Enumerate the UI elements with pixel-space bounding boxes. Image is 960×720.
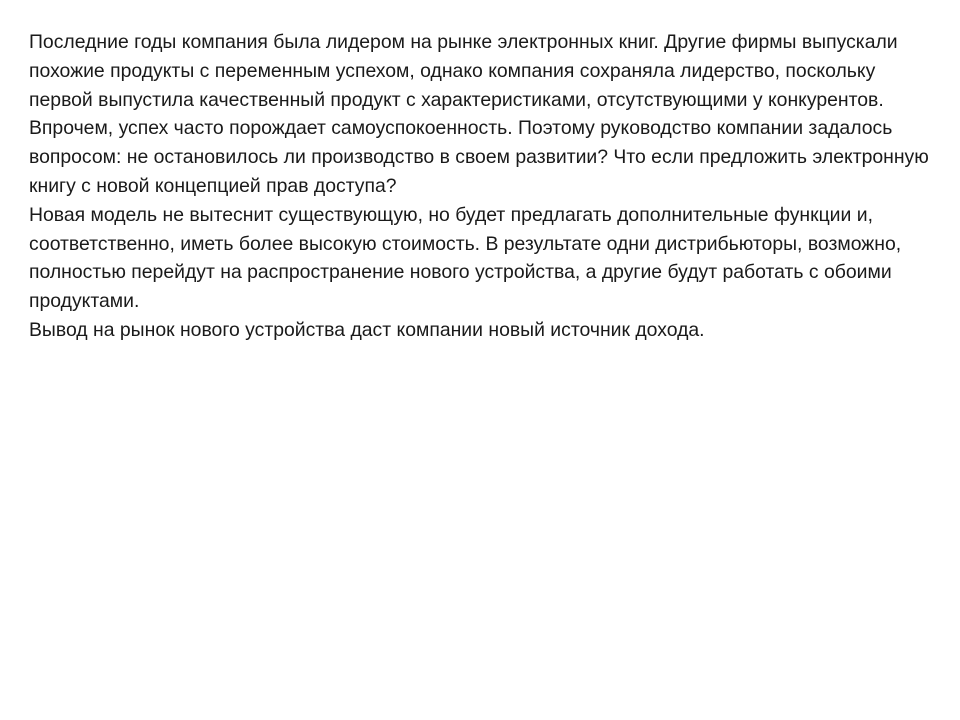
paragraph-new-model: Новая модель не вытеснит существующую, но будет предлагать дополнительные функции и, соответственно, иметь более высокую стоимость. В результате одни дистрибьюторы, возможно, полностью перейдут на распространение нового устройства, а другие будут работать с обоими продуктами. xyxy=(29,203,902,313)
paragraph-market-leadership: Последние годы компания была лидером на рынке электронных книг. Другие фирмы выпускали похожие продукты с переменным успехом, однако компания сохраняла лидерство, поскольку первой выпустила качественный продукт с характеристиками, отсутствующими у конкурентов. xyxy=(29,31,898,111)
paragraph-complacency-question: Впрочем, успех часто порождает самоуспокоенность. Поэтому руководство компании задалось вопросом: не остановилось ли производство в своем развитии? Что если предложить электронную книгу с новой концепцией прав доступа? xyxy=(29,117,929,197)
paragraph-new-revenue: Вывод на рынок нового устройства даст компании новый источник дохода. xyxy=(29,318,705,341)
slide-text-body xyxy=(29,28,934,345)
